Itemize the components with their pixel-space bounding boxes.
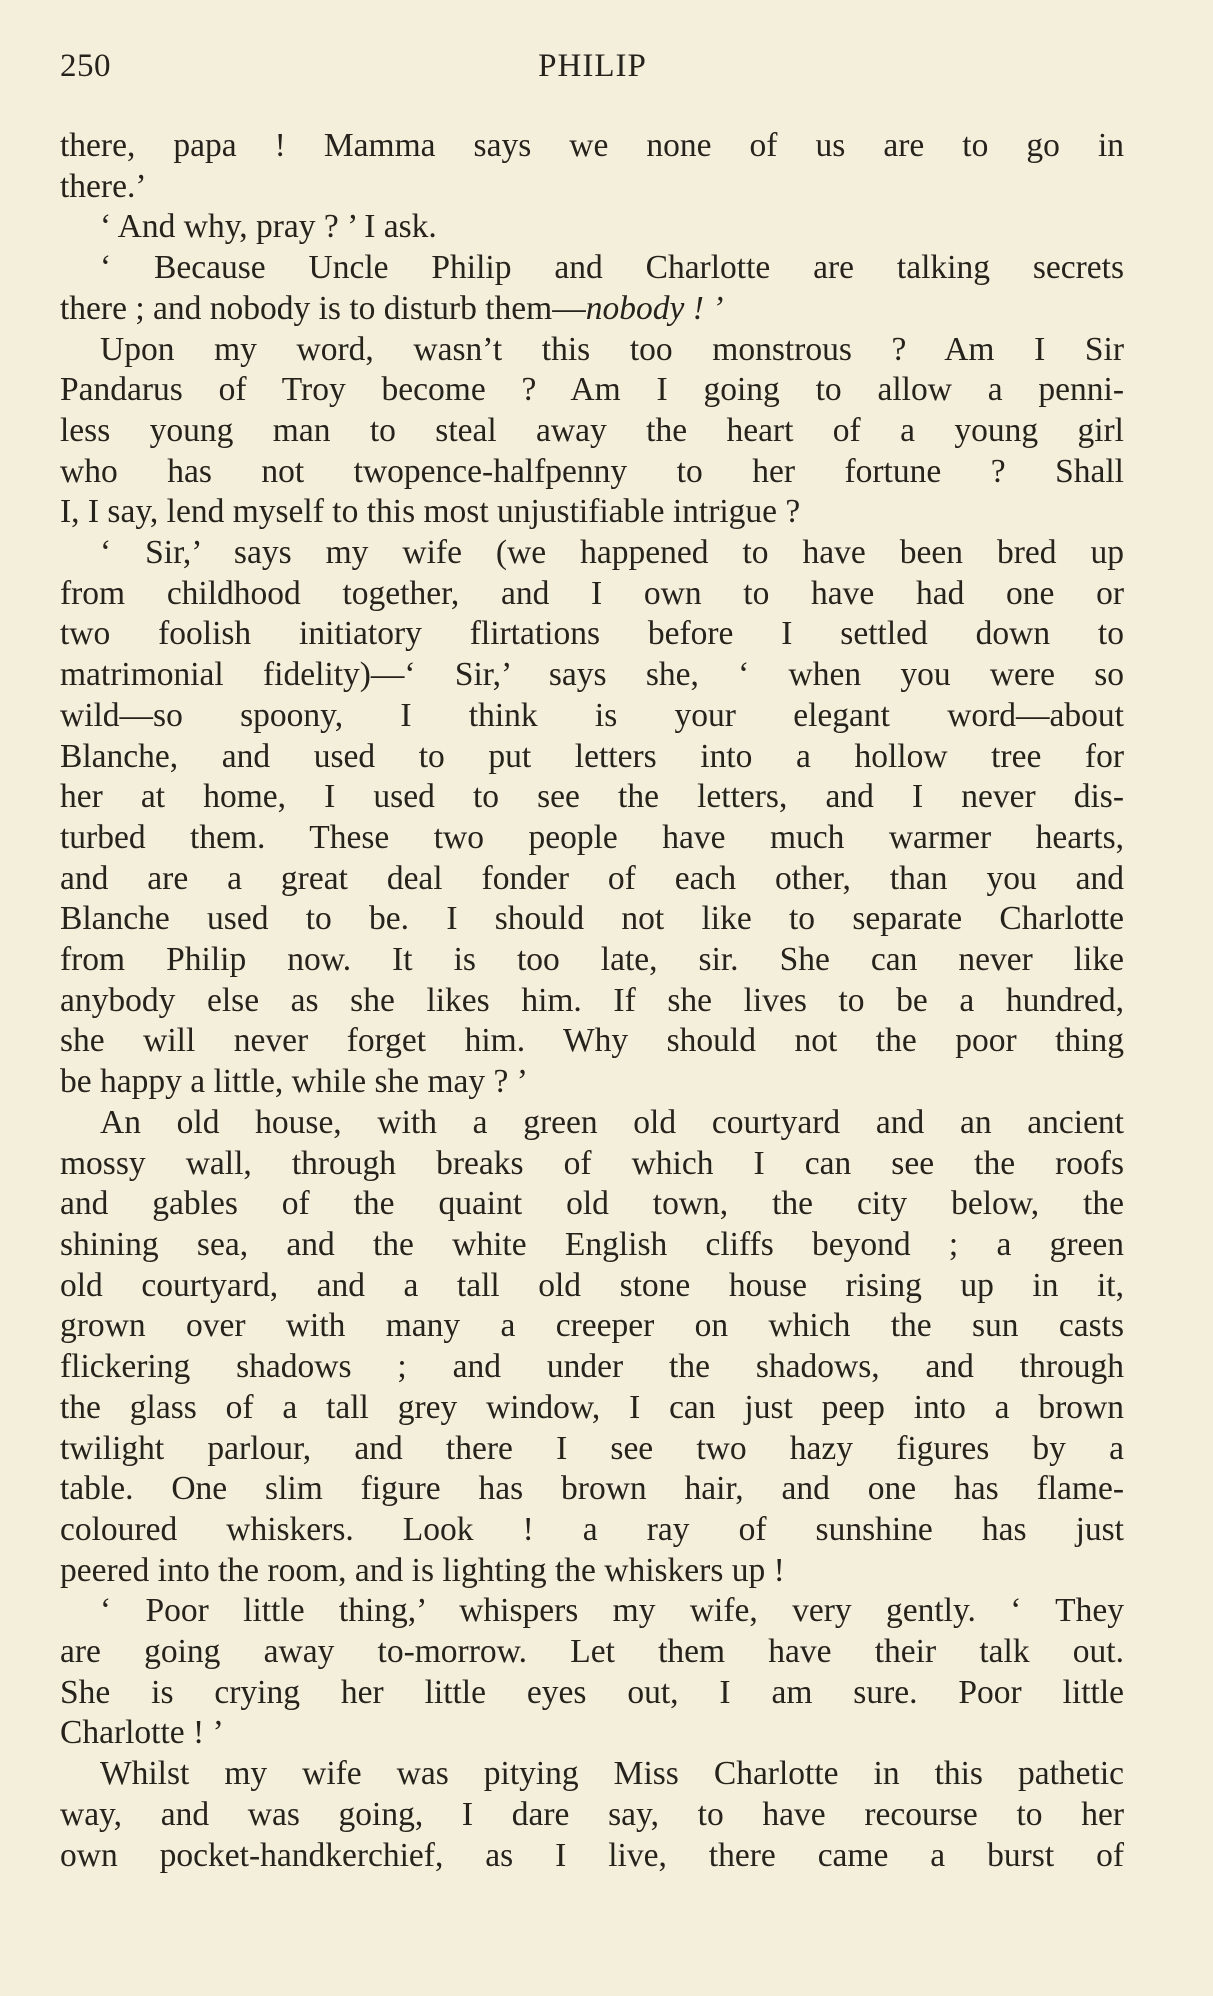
text-line: She is crying her little eyes out, I am sure. Poor little <box>60 1673 1124 1711</box>
text-line: ‘ And why, pray ? ’ I ask. <box>100 208 437 246</box>
text-line: Pandarus of Troy become ? Am I going to allow a penni- <box>60 371 1124 409</box>
text-line: grown over with many a creeper on which the sun casts <box>60 1307 1124 1345</box>
text-line: from childhood together, and I own to have had one or <box>60 574 1124 612</box>
text-line: shining sea, and the white English cliffs beyond ; a green <box>60 1225 1124 1263</box>
paragraph <box>60 1754 1124 1876</box>
text-line: ‘ Poor little thing,’ whispers my wife, very gently. ‘ They <box>100 1592 1124 1630</box>
text-line: from Philip now. It is too late, sir. She can never like <box>60 941 1124 979</box>
page-header <box>60 48 1125 88</box>
paragraph <box>60 207 1124 248</box>
text-run: there ; and nobody is to disturb them— <box>60 289 586 327</box>
paragraph <box>60 126 1124 207</box>
paragraph <box>60 533 1124 1103</box>
text-line: are going away to-morrow. Let them have their talk out. <box>60 1633 1124 1671</box>
paragraph <box>60 330 1124 534</box>
text-line: matrimonial fidelity)—‘ Sir,’ says she, ‘ when you were so <box>60 656 1124 694</box>
text-line: peered into the room, and is lighting the whiskers up ! <box>60 1551 785 1589</box>
text-line: Blanche used to be. I should not like to separate Charlotte <box>60 900 1124 938</box>
text-line: the glass of a tall grey window, I can just peep into a brown <box>60 1388 1124 1426</box>
text-line: I, I say, lend myself to this most unjustifiable intrigue ? <box>60 493 801 531</box>
text-line: coloured whiskers. Look ! a ray of sunshine has just <box>60 1510 1124 1548</box>
text-line: table. One slim figure has brown hair, and one has flame- <box>60 1470 1124 1508</box>
text-line: there, papa ! Mamma says we none of us are to go in <box>60 127 1124 164</box>
paragraph <box>60 1103 1124 1591</box>
text-line: who has not twopence-halfpenny to her fortune ? Shall <box>60 452 1124 490</box>
text-line: two foolish initiatory flirtations before I settled down to <box>60 615 1124 653</box>
text-line: she will never forget him. Why should not the poor thing <box>60 1022 1124 1060</box>
text-line: way, and was going, I dare say, to have recourse to her <box>60 1795 1124 1833</box>
text-line: turbed them. These two people have much warmer hearts, <box>60 818 1124 856</box>
text-line: there.’ <box>60 167 147 205</box>
text-line: old courtyard, and a tall old stone house rising up in it, <box>60 1266 1124 1304</box>
emphasis-text: nobody ! ’ <box>585 289 724 327</box>
page-number: 250 <box>60 48 111 84</box>
text-line: flickering shadows ; and under the shadows, and through <box>60 1348 1124 1386</box>
paragraph <box>60 248 1124 329</box>
text-line: Blanche, and used to put letters into a hollow tree for <box>60 737 1124 775</box>
text-line: Charlotte ! ’ <box>60 1714 224 1752</box>
text-line: and gables of the quaint old town, the city below, the <box>60 1185 1124 1223</box>
text-line: An old house, with a green old courtyard and an ancient <box>100 1103 1124 1141</box>
text-line: wild—so spoony, I think is your elegant word—about <box>60 696 1124 734</box>
text-line: mossy wall, through breaks of which I can see the roofs <box>60 1144 1124 1182</box>
text-line <box>60 289 1124 330</box>
text-line: twilight parlour, and there I see two hazy figures by a <box>60 1429 1124 1467</box>
text-line: own pocket-handkerchief, as I live, there came a burst of <box>60 1836 1124 1874</box>
text-line: and are a great deal fonder of each other, than you and <box>60 859 1124 897</box>
text-line: Upon my word, wasn’t this too monstrous ? Am I Sir <box>100 330 1124 368</box>
running-title: PHILIP <box>538 48 647 84</box>
text-line: anybody else as she likes him. If she lives to be a hundred, <box>60 981 1124 1019</box>
text-line: ‘ Because Uncle Philip and Charlotte are talking secrets <box>100 249 1124 287</box>
text-line: Whilst my wife was pitying Miss Charlotte in this pathetic <box>100 1755 1124 1793</box>
paragraph <box>60 1591 1124 1754</box>
text-line: less young man to steal away the heart of a young girl <box>60 411 1124 449</box>
text-line: ‘ Sir,’ says my wife (we happened to have been bred up <box>100 534 1124 572</box>
body-text <box>60 126 1124 1876</box>
text-line: be happy a little, while she may ? ’ <box>60 1063 528 1101</box>
text-line: her at home, I used to see the letters, and I never dis- <box>60 778 1124 816</box>
